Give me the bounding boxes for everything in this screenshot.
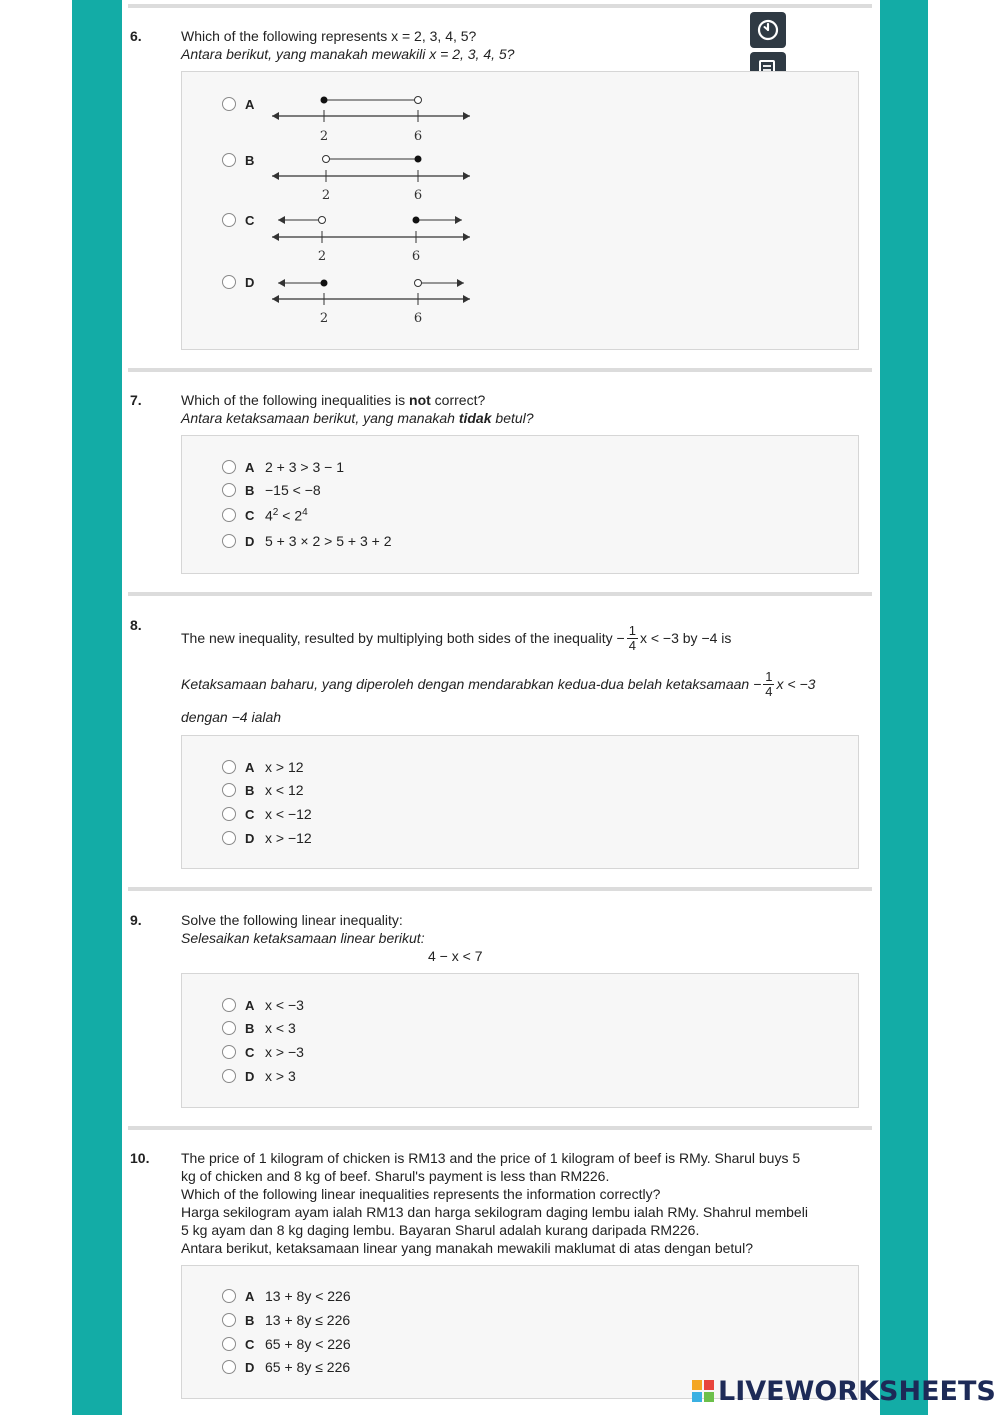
option-label: C [245,507,255,523]
q8-text-ms-part: Ketaksamaan baharu, yang diperoleh dengan mendarabkan kedua-dua belah ketaksamaan − [181,676,762,692]
separator [128,887,872,891]
q8-options-box [181,735,859,869]
q7-text-en [181,391,485,409]
fraction [763,670,774,699]
fraction-numerator: 1 [628,622,636,638]
q7-option-a[interactable] [222,458,344,476]
option-label: B [245,1020,255,1036]
option-label: C [245,1044,255,1060]
option-text: x > −12 [265,830,312,846]
q6-option-c[interactable] [222,211,259,229]
q6-option-a[interactable] [222,95,259,113]
q7-text-en-part: correct? [430,392,486,408]
q8-text-en-part: The new inequality, resulted by multiplying both sides of the inequality − [181,630,625,646]
option-text: x > 3 [265,1068,296,1084]
q8-option-d[interactable] [222,829,312,847]
option-text: 2 + 3 > 3 − 1 [265,459,345,475]
option-label: C [245,212,255,228]
radio-button[interactable] [222,1045,236,1059]
q7-text-ms-part: betul? [491,410,534,426]
q8-text-en [181,620,731,656]
option-label: B [245,1312,255,1328]
q7-option-c[interactable] [222,506,308,524]
q8-option-b[interactable] [222,781,304,799]
q7-text-ms [181,409,534,427]
q7-options-box [181,435,859,574]
q9-options-box [181,973,859,1108]
option-label: B [245,782,255,798]
q10-line-3: Which of the following linear inequalities represents the information correctly? [181,1186,661,1202]
q10-line-2: kg of chicken and 8 kg of beef. Sharul's payment is less than RM226. [181,1168,610,1184]
tick-label: 2 [319,311,329,326]
q8-text-ms-part: x < −3 [776,676,816,692]
tick-label: 6 [413,188,423,203]
q6-number-line-c [266,208,478,268]
fraction-denominator: 4 [765,683,773,699]
option-label: A [245,997,255,1013]
tick-label: 6 [413,311,423,326]
option-text: x < 12 [265,782,304,798]
q6-number-line-b [266,147,478,207]
tick-label: 6 [411,249,421,264]
q10-option-a[interactable] [222,1287,351,1305]
q7-number: 7. [130,392,142,408]
option-label: C [245,806,255,822]
q7-option-b[interactable] [222,481,321,499]
q10-line-1: The price of 1 kilogram of chicken is RM13 and the price of 1 kilogram of beef is RMy. Sharul buys 5 [181,1150,801,1166]
q8-text-en-part: x < −3 by −4 is [639,630,732,646]
q9-option-a[interactable] [222,996,304,1014]
q6-option-d[interactable] [222,273,259,291]
option-label: B [245,152,255,168]
radio-button[interactable] [222,1313,236,1327]
radio-button[interactable] [222,213,236,227]
radio-button[interactable] [222,1289,236,1303]
q8-number: 8. [130,617,142,633]
q8-option-c[interactable] [222,805,312,823]
q8-text-ms [181,666,815,702]
option-text: 13 + 8y ≤ 226 [265,1312,351,1328]
power-exponent: 2 [272,506,279,518]
q7-option-d[interactable] [222,532,392,550]
q9-option-b[interactable] [222,1019,296,1037]
fraction-denominator: 4 [628,637,636,653]
power-base: 2 [294,507,303,524]
radio-button[interactable] [222,97,236,111]
radio-button[interactable] [222,760,236,774]
radio-button[interactable] [222,1021,236,1035]
q7-text-en-part: Which of the following inequalities is [181,392,410,408]
radio-button[interactable] [222,783,236,797]
tick-label: 2 [321,188,331,203]
q10-option-b[interactable] [222,1311,350,1329]
radio-button[interactable] [222,1069,236,1083]
q9-option-c[interactable] [222,1043,304,1061]
radio-button[interactable] [222,275,236,289]
option-label: D [245,830,255,846]
option-label: D [245,1068,255,1084]
timer-icon [756,18,780,42]
q6-text-en: Which of the following represents x = 2, 3, 4, 5? [181,28,477,44]
q9-number: 9. [130,912,142,928]
q8-option-a[interactable] [222,758,304,776]
option-text: x > 12 [265,759,304,775]
option-label: A [245,96,255,112]
power-exponent: 4 [302,506,308,518]
option-label: A [245,759,255,775]
q10-line-6: Antara berikut, ketaksamaan linear yang manakah mewakili maklumat di atas dengan betul? [181,1240,753,1256]
q9-option-d[interactable] [222,1067,296,1085]
q7-text-en-bold: not [409,392,431,408]
option-label: D [245,533,255,549]
option-text: 5 + 3 × 2 > 5 + 3 + 2 [265,533,392,549]
tick-label: 6 [413,129,423,144]
option-text: x > −3 [265,1044,304,1060]
q10-number: 10. [130,1150,150,1166]
option-text: x < 3 [265,1020,296,1036]
q9-equation: 4 − x < 7 [428,948,483,964]
q7-text-ms-part: Antara ketaksamaan berikut, yang manakah [181,410,459,426]
radio-button[interactable] [222,460,236,474]
q6-option-b[interactable] [222,151,259,169]
option-text: x < −3 [265,997,304,1013]
operator: < [278,507,295,524]
q9-text-ms: Selesaikan ketaksamaan linear berikut: [181,930,425,946]
separator [128,592,872,596]
q6-text-ms: Antara berikut, yang manakah mewakili x = 2, 3, 4, 5? [181,46,515,62]
right-border-band [880,0,928,1415]
radio-button[interactable] [222,807,236,821]
option-text: 13 + 8y < 226 [265,1288,351,1304]
q7-text-ms-bold: tidak [458,410,492,426]
radio-button[interactable] [222,1360,236,1374]
option-text: x < −12 [265,806,312,822]
option-text: −15 < −8 [265,482,321,498]
separator [128,4,872,8]
radio-button[interactable] [222,998,236,1012]
option-label: D [245,274,255,290]
radio-button[interactable] [222,508,236,522]
timer-button[interactable] [750,12,786,48]
q6-number-line-a [266,88,478,148]
tick-label: 2 [319,129,329,144]
option-text [265,507,308,524]
fraction [627,624,638,653]
power-base: 4 [265,507,273,524]
option-label: A [245,1288,255,1304]
separator [128,1126,872,1130]
q10-option-d[interactable] [222,1358,350,1376]
radio-button[interactable] [222,1337,236,1351]
radio-button[interactable] [222,534,236,548]
tick-label: 2 [317,249,327,264]
radio-button[interactable] [222,153,236,167]
option-label: A [245,459,255,475]
q10-line-4: Harga sekilogram ayam ialah RM13 dan harga sekilogram daging lembu ialah RMy. Shahrul membeli [181,1204,808,1220]
q6-number-line-d [266,271,478,331]
logo-text: LIVEWORKSHEETS [718,1376,996,1407]
option-label: D [245,1359,255,1375]
q10-line-5: 5 kg ayam dan 8 kg daging lembu. Bayaran Sharul adalah kurang daripada RM226. [181,1222,700,1238]
left-border-band [72,0,122,1415]
separator [128,368,872,372]
option-label: B [245,482,255,498]
logo-grid-icon [692,1380,714,1402]
q8-text-ms-line2: dengan −4 ialah [181,709,282,725]
q9-text-en: Solve the following linear inequality: [181,912,403,928]
q10-option-c[interactable] [222,1335,351,1353]
option-label: C [245,1336,255,1352]
radio-button[interactable] [222,831,236,845]
liveworksheets-logo[interactable] [692,1376,996,1407]
radio-button[interactable] [222,483,236,497]
option-text: 65 + 8y ≤ 226 [265,1359,351,1375]
q6-number: 6. [130,28,142,44]
fraction-numerator: 1 [765,668,773,684]
option-text: 65 + 8y < 226 [265,1336,351,1352]
